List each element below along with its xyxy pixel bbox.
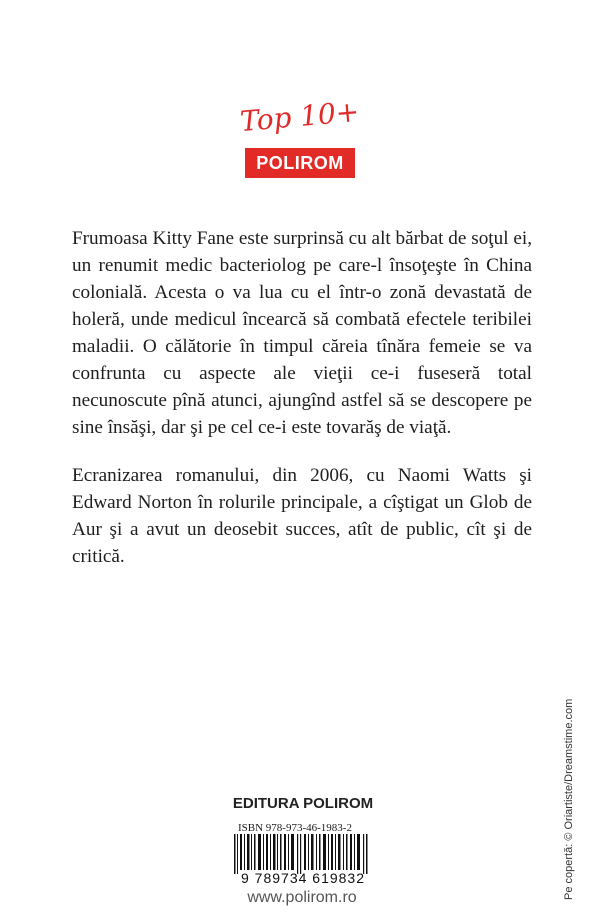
isbn-label: ISBN 978-973-46-1983-2 [238,822,352,834]
publisher-imprint: EDITURA POLIROM [232,795,374,812]
copyright-symbol: © [563,832,575,841]
cover-credit-prefix: Pe copertă: [563,840,575,900]
blurb-paragraph-2: Ecranizarea romanului, din 2006, cu Naomi Watts şi Edward Norton în rolurile principale, a cîştigat un Glob de Aur şi a avut un deosebit succes, atît de public, cît şi de critică. [72,465,532,567]
cover-credit [563,699,575,900]
cover-credit-source: Oriartiste/Dreamstime.com [563,698,575,833]
publisher-website[interactable]: www.polirom.ro [247,889,357,906]
series-logo: Top 10+ [238,94,361,139]
publisher-badge: POLIROM [245,148,355,178]
blurb-paragraph-1: Frumoasa Kitty Fane este surprinsă cu alt bărbat de soţul ei, un renumit medic bacteriolog pe care-l însoţeşte în China colonială. Acesta o va lua cu el într-o zonă devastată de holeră, unde medicul încearcă să combată efectele teribilei maladii. O călătorie în timpul căreia tînăra femeie se va confrunta cu aspecte ale vieţii ce-i fuseseră total necunoscute pînă atunci, ajungînd astfel să se descopere pe sine însăşi, dar şi pe cel ce-i este tovarăş de viaţă. [72,228,532,438]
barcode [232,834,372,874]
barcode-digits: 9 789734 619832 [241,870,365,886]
